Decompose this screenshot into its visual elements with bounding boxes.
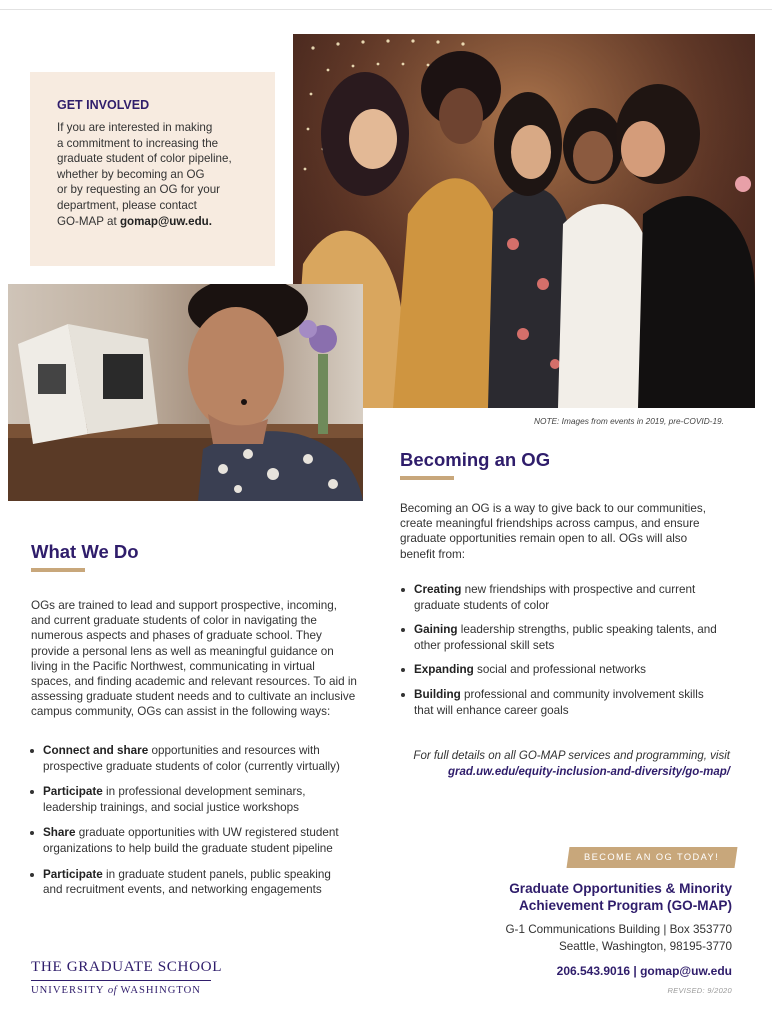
text-line: or by requesting an OG for your (57, 183, 221, 197)
text-line: Becoming an OG is a way to give back to our communities, (400, 502, 706, 515)
what-we-do-intro (31, 598, 371, 720)
becoming-og-rule (400, 476, 454, 480)
logo-line-1: THE GRADUATE SCHOOL (31, 958, 211, 981)
bullet-bold: Expanding (414, 663, 474, 677)
details-text: For full details on all GO-MAP services and programming, visit (413, 750, 730, 762)
bullet-text: prospective graduate students of color (currently virtually) (43, 759, 340, 773)
text-line: benefit from: (400, 547, 465, 561)
graduate-school-logo (31, 958, 223, 996)
text-line: spaces, and finding academic and relevant resources. To aid in (31, 675, 357, 689)
text-line: department, please contact (57, 198, 197, 212)
text-line: provide a personal lens as well as meaningful guidance on (31, 644, 334, 658)
logo-text: UNIVERSITY (31, 985, 108, 996)
banner-text: BECOME AN OG TODAY! (584, 852, 720, 862)
bullet-bold: Share (43, 826, 76, 840)
bullet-text: in graduate student panels, public speaking (102, 867, 331, 881)
bullet-text: other professional skill sets (414, 638, 555, 652)
bullet-text: graduate opportunities with UW registered student (75, 826, 339, 840)
list-item (29, 784, 374, 815)
bullet-text: social and professional networks (473, 663, 646, 677)
bullet-text: and recruitment events, and networking engagements (43, 883, 322, 897)
bullet-bold: Participate (43, 785, 103, 799)
text-line: graduate opportunities remain open to all. OGs will also (400, 532, 688, 546)
text-line: numerous aspects and phases of graduate school. They (31, 629, 322, 643)
program-name-line: Graduate Opportunities & Minority (509, 881, 732, 896)
bullet-text: in professional development seminars, (102, 785, 306, 799)
get-involved-box (30, 72, 275, 266)
bullet-bold: Connect and share (43, 744, 149, 757)
text-segment: GO-MAP at (57, 214, 120, 228)
bullet-text: organizations to help build the graduate student pipeline (43, 841, 333, 855)
list-item (400, 622, 735, 653)
becoming-og-intro (400, 501, 730, 562)
program-name-line: Achievement Program (GO-MAP) (518, 898, 732, 914)
text-line: a commitment to increasing the (57, 136, 219, 150)
bullet-bold: Gaining (414, 623, 458, 637)
student-photo-illustration (8, 284, 363, 501)
bullet-text: new friendships with prospective and current (461, 583, 696, 596)
logo-line-2 (31, 985, 211, 996)
address-line: Seattle, Washington, 98195-3770 (558, 939, 732, 953)
becoming-og-heading: Becoming an OG (400, 449, 551, 470)
list-item (400, 687, 735, 718)
become-og-banner (567, 847, 738, 868)
details-link[interactable]: grad.uw.edu/equity-inclusion-and-diversity/go-map/ (448, 766, 730, 779)
student-photo (8, 284, 363, 501)
list-item (29, 743, 374, 774)
list-item (29, 867, 374, 898)
program-contact: 206.543.9016 | gomap@uw.edu (556, 964, 732, 978)
get-involved-title: GET INVOLVED (57, 98, 150, 112)
text-line: campus community, OGs can assist in the following ways: (31, 705, 331, 719)
text-line (57, 214, 255, 230)
program-address (440, 922, 732, 956)
text-line: assessing graduate student needs and to cultivate an inclusive (31, 690, 356, 704)
text-line: OGs are trained to lead and support prospective, incoming, (31, 599, 337, 612)
becoming-og-benefits (400, 582, 735, 718)
what-we-do-rule (31, 568, 85, 572)
photo-note: NOTE: Images from events in 2019, pre-COVID-19. (534, 416, 724, 426)
what-we-do-heading: What We Do (31, 541, 139, 562)
logo-text-of: of (107, 985, 118, 996)
what-we-do-list (29, 743, 374, 898)
program-name (440, 880, 732, 915)
bullet-text: opportunities and resources with (148, 744, 320, 757)
revised-date: REVISED: 9/2020 (667, 986, 732, 995)
address-line: G-1 Communications Building | Box 353770 (505, 923, 732, 936)
bullet-bold: Participate (43, 867, 103, 881)
get-involved-text (57, 120, 255, 229)
text-line: whether by becoming an OG (57, 167, 205, 181)
bullet-text: leadership trainings, and social justice workshops (43, 800, 299, 814)
list-item (400, 582, 735, 613)
text-line: graduate student of color pipeline, (57, 152, 232, 166)
logo-text: WASHINGTON (117, 985, 201, 996)
list-item (400, 662, 735, 678)
text-line: create meaningful friendships across campus, and ensure (400, 517, 700, 531)
bullet-bold: Creating (414, 583, 462, 596)
bullet-text: professional and community involvement skills (460, 687, 704, 701)
text-line: and current graduate students of color in navigating the (31, 614, 317, 628)
bullet-text: that will enhance career goals (414, 703, 569, 717)
bullet-text: leadership strengths, public speaking talents, and (457, 623, 717, 637)
text-line: living in the Pacific Northwest, communicating in virtual (31, 659, 315, 673)
top-divider (0, 9, 772, 10)
text-line: If you are interested in making (57, 121, 213, 134)
bullet-text: graduate students of color (414, 598, 550, 612)
bullet-bold: Building (414, 687, 461, 701)
details-note (398, 748, 730, 781)
list-item (29, 825, 374, 856)
email-link[interactable]: gomap@uw.edu. (119, 214, 212, 228)
